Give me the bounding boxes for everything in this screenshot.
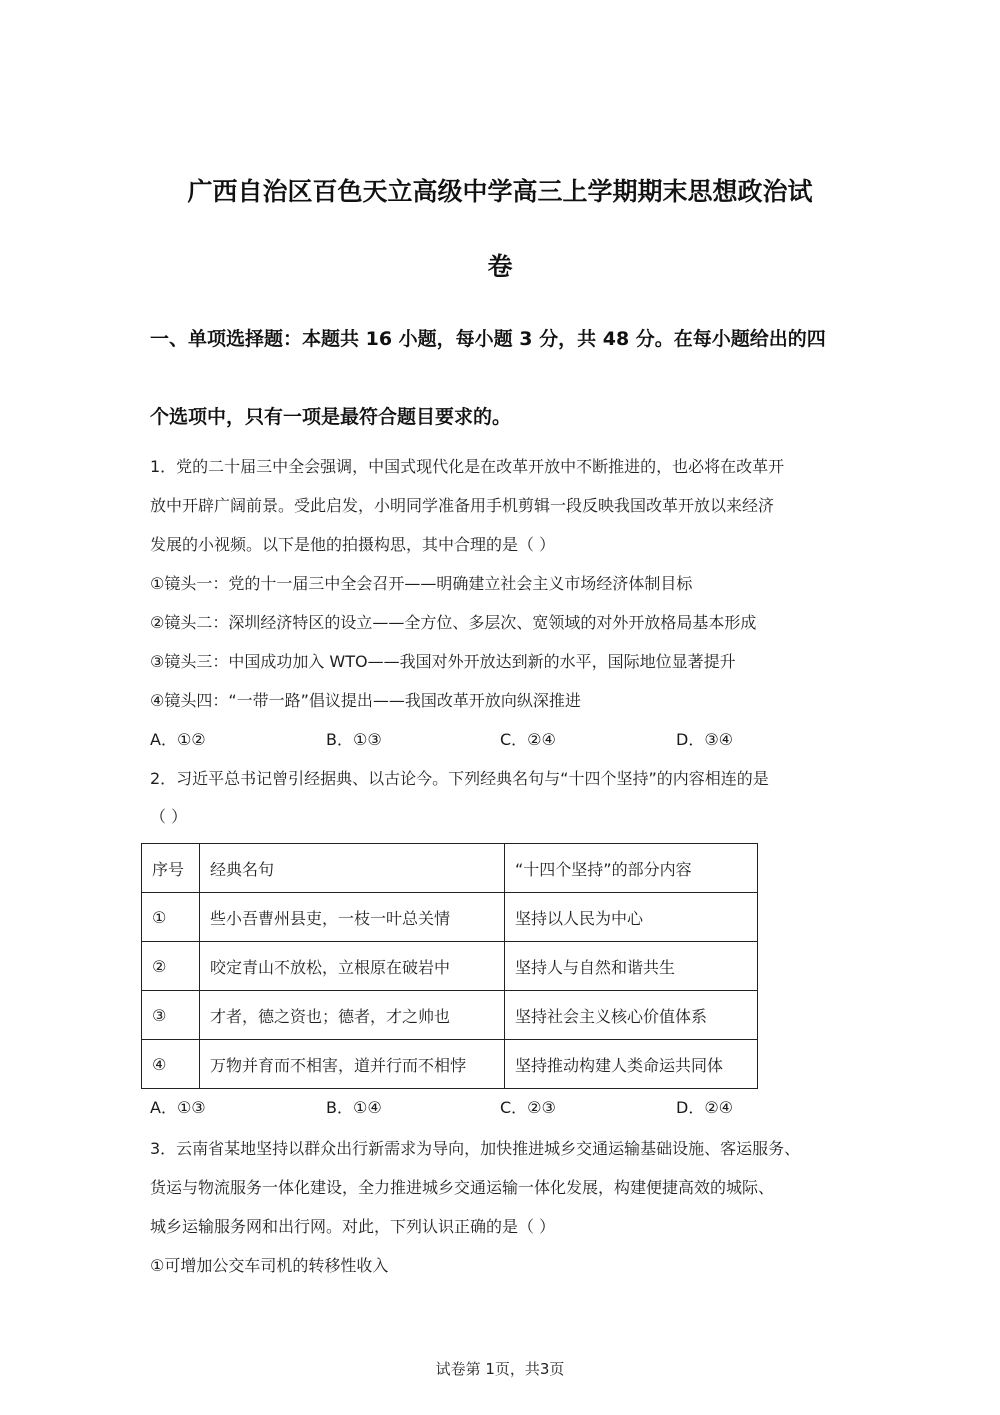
q2-table [141,843,758,1089]
table-cell: ② [142,942,200,991]
table-cell: 才者，德之资也；德者，才之帅也 [200,991,505,1040]
q2-stem-line-1: 2．习近平总书记曾引经据典、以古论今。下列经典名句与“十四个坚持”的内容相连的是 [150,769,769,788]
table-cell: 坚持社会主义核心价值体系 [505,991,758,1040]
q2-option-c: C．②③ [500,1098,556,1117]
section-heading-line-2: 个选项中，只有一项是最符合题目要求的。 [150,406,512,428]
table-row [142,991,758,1040]
table-cell: 些小吾曹州县吏，一枝一叶总关情 [200,893,505,942]
exam-title-line-1: 广西自治区百色天立高级中学高三上学期期末思想政治试 [187,177,813,206]
q1-stem-line-2: 放中开辟广阔前景。受此启发，小明同学准备用手机剪辑一段反映我国改革开放以来经济 [150,496,775,515]
q1-stem-line-1: 1．党的二十届三中全会强调，中国式现代化是在改革开放中不断推进的，也必将在改革开 [150,457,785,476]
q2-option-b: B．①④ [326,1098,382,1117]
table-header-cell: 经典名句 [200,844,505,893]
table-row [142,1040,758,1089]
q1-option-c: C．②④ [500,730,556,749]
q3-item-1: ①可增加公交车司机的转移性收入 [150,1256,389,1275]
table-header-row [142,844,758,893]
table-cell: 坚持以人民为中心 [505,893,758,942]
table-header-cell: “十四个坚持”的部分内容 [505,844,758,893]
q1-item-2: ②镜头二：深圳经济特区的设立——全方位、多层次、宽领域的对外开放格局基本形成 [150,613,757,632]
table-cell: ④ [142,1040,200,1089]
table-cell: 坚持推动构建人类命运共同体 [505,1040,758,1089]
q2-option-a: A．①③ [150,1098,206,1117]
q1-item-4: ④镜头四：“一带一路”倡议提出——我国改革开放向纵深推进 [150,691,581,710]
q1-option-b: B．①③ [326,730,382,749]
q2-option-d: D．②④ [676,1098,734,1117]
table-header-cell: 序号 [142,844,200,893]
table-cell: 坚持人与自然和谐共生 [505,942,758,991]
q1-item-1: ①镜头一：党的十一届三中全会召开——明确建立社会主义市场经济体制目标 [150,574,693,593]
q3-stem-line-2: 货运与物流服务一体化建设，全力推进城乡交通运输一体化发展，构建便捷高效的城际、 [150,1178,775,1197]
table-cell: ① [142,893,200,942]
table-cell: 咬定青山不放松，立根原在破岩中 [200,942,505,991]
q1-option-d: D．③④ [676,730,734,749]
table-cell: ③ [142,991,200,1040]
table-cell: 万物并育而不相害，道并行而不相悖 [200,1040,505,1089]
q1-item-3: ③镜头三：中国成功加入 WTO——我国对外开放达到新的水平，国际地位显著提升 [150,652,736,671]
table-row [142,942,758,991]
q1-stem-line-3: 发展的小视频。以下是他的拍摄构思，其中合理的是（ ） [150,535,556,554]
q1-option-a: A．①② [150,730,206,749]
table-row [142,893,758,942]
q3-stem-line-1: 3．云南省某地坚持以群众出行新需求为导向，加快推进城乡交通运输基础设施、客运服务、 [150,1139,801,1158]
q2-stem-line-2: （ ） [150,807,188,826]
page-footer: 试卷第 1页，共3页 [435,1360,565,1378]
q3-stem-line-3: 城乡运输服务网和出行网。对此，下列认识正确的是（ ） [150,1217,556,1236]
section-heading-line-1: 一、单项选择题：本题共 16 小题，每小题 3 分，共 48 分。在每小题给出的四 [150,328,826,350]
exam-title-line-2: 卷 [487,252,513,281]
